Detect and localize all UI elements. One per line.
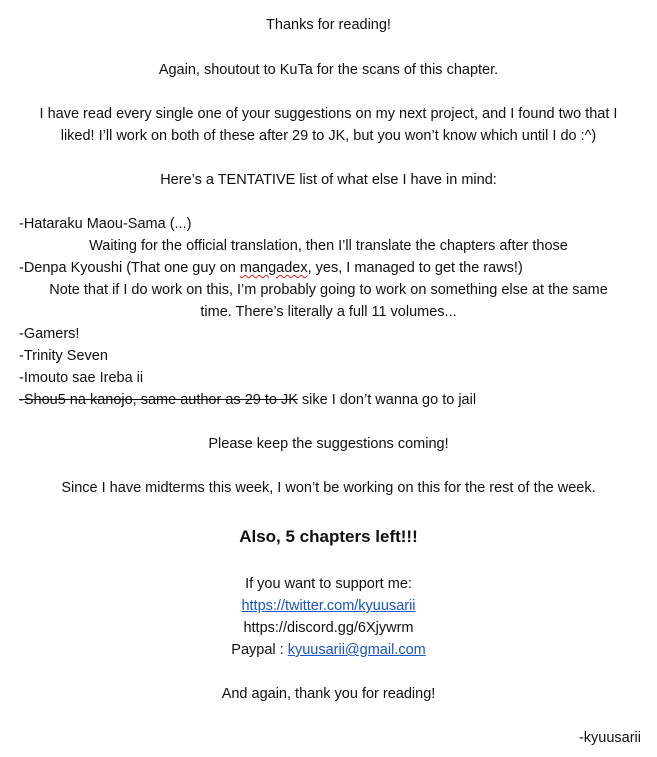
list-item-imouto: -Imouto sae Ireba ii [19, 370, 144, 386]
shoutout-text: Again, shoutout to KuTa for the scans of this chapter. [158, 62, 499, 78]
keep-coming-text: Please keep the suggestions coming! [208, 436, 449, 452]
list-item-shou5 [19, 390, 476, 410]
denpa-suffix: , yes, I managed to get the raws!) [307, 260, 523, 276]
support-heading: If you want to support me: [245, 576, 412, 592]
list-item-denpa [19, 258, 523, 278]
paypal-label: Paypal : [231, 642, 288, 658]
twitter-link[interactable]: https://twitter.com/kyuusarii [241, 598, 416, 614]
midterms-text: Since I have midterms this week, I won’t be working on this for the rest of the week. [61, 480, 596, 496]
paypal-email-link[interactable]: kyuusarii@gmail.com [287, 642, 426, 658]
thanks-outro: And again, thank you for reading! [221, 686, 436, 702]
paypal-row [0, 640, 657, 660]
list-note-hataraku: Waiting for the official translation, then I’ll translate the chapters after those [89, 238, 568, 254]
list-note-denpa-line2: time. There’s literally a full 11 volumes... [200, 304, 457, 320]
shou5-struck-text: -Shou5 na kanojo, same author as 29 to JK [19, 392, 298, 408]
thanks-intro: Thanks for reading! [266, 17, 391, 33]
list-item-trinity: -Trinity Seven [19, 348, 108, 364]
shou5-joke: sike I don’t wanna go to jail [297, 392, 477, 408]
suggestions-text-line2: liked! I’ll work on both of these after 29 to JK, but you won’t know which until I do :^) [60, 128, 597, 144]
list-note-denpa-line1: Note that if I do work on this, I’m probably going to work on something else at the same [49, 282, 608, 298]
signature: -kyuusarii [578, 730, 641, 746]
twitter-link-row [0, 596, 657, 616]
suggestions-text-line1: I have read every single one of your suggestions on my next project, and I found two that I [39, 106, 618, 122]
denpa-prefix: -Denpa Kyoushi (That one guy on [19, 260, 240, 276]
denpa-site: mangadex [239, 260, 308, 276]
discord-text: https://discord.gg/6Xjywrm [243, 620, 414, 636]
chapters-left-heading: Also, 5 chapters left!!! [239, 527, 418, 546]
list-item-gamers: -Gamers! [19, 326, 80, 342]
list-item-hataraku: -Hataraku Maou-Sama (...) [19, 216, 192, 232]
list-heading: Here’s a TENTATIVE list of what else I have in mind: [160, 172, 497, 188]
